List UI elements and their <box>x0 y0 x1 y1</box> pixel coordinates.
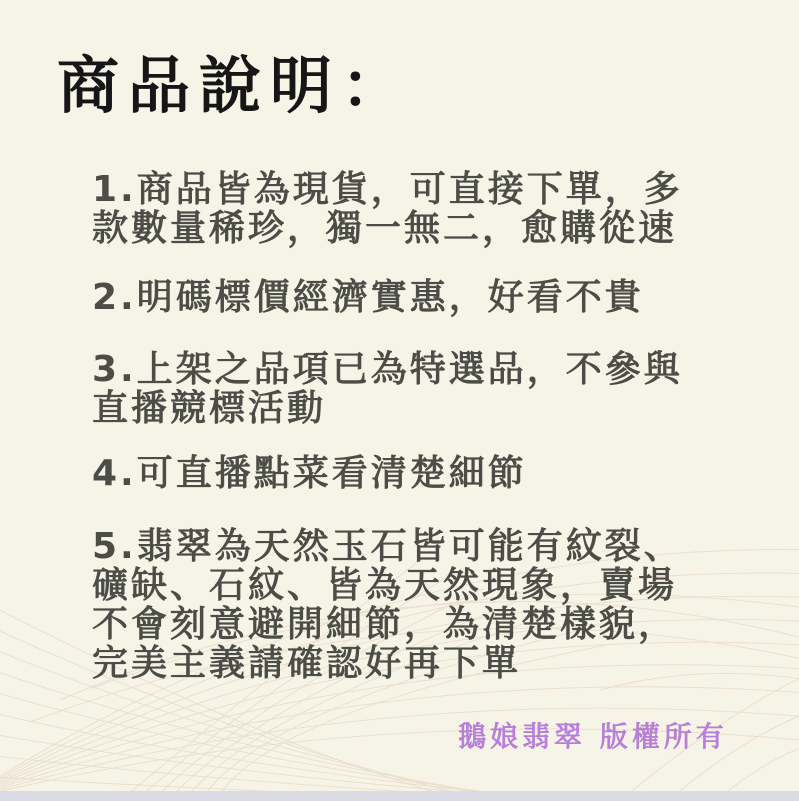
notice-item-2 <box>92 278 772 317</box>
copyright-watermark: 鵝娘翡翠 版權所有 <box>458 720 728 753</box>
notice-item-5 <box>92 527 772 683</box>
notice-line: 4.可直播點菜看清楚細節 <box>92 453 527 494</box>
notice-line: 3.上架之品項已為特選品，不參與 <box>92 349 683 390</box>
notice-line: 礦缺、石紋、皆為天然現象，賣場 <box>92 565 678 606</box>
bottom-edge-strip <box>0 791 799 801</box>
notice-line: 完美主義請確認好再下單 <box>92 643 522 684</box>
notice-line: 2.明碼標價經濟實惠，好看不貴 <box>92 277 644 318</box>
notice-line: 款數量稀珍，獨一無二，愈購從速 <box>92 208 678 249</box>
notice-line: 不會刻意避開細節，為清楚樣貌， <box>92 604 678 645</box>
notice-line: 5.翡翠為天然玉石皆可能有紋裂、 <box>92 526 683 567</box>
notice-item-1 <box>92 170 772 248</box>
notice-item-4 <box>92 454 772 493</box>
notice-line: 1.商品皆為現貨，可直接下單，多 <box>92 169 683 210</box>
notice-line: 直播競標活動 <box>92 388 327 429</box>
page-title: 商品說明： <box>57 49 413 122</box>
notice-item-3 <box>92 350 772 428</box>
